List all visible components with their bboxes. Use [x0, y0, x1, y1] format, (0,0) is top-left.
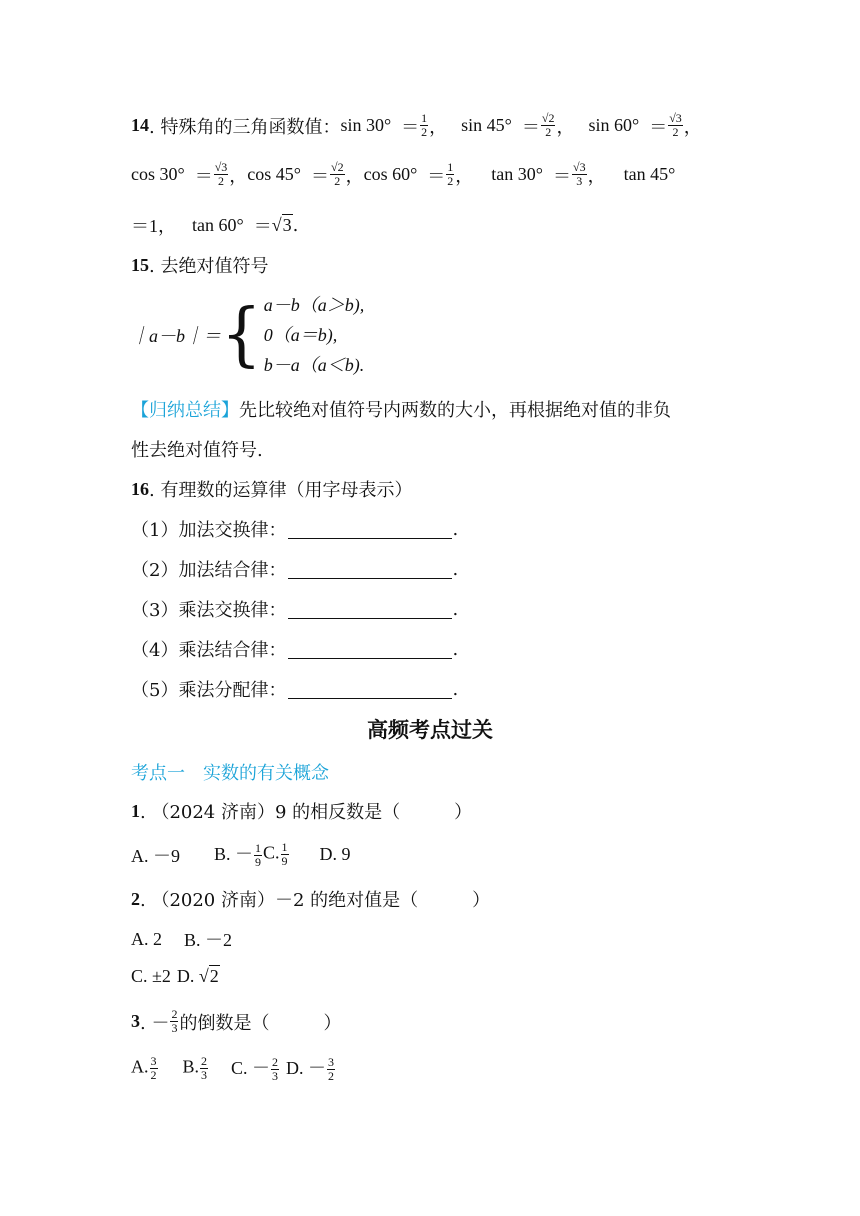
answer-blank[interactable]: [288, 560, 452, 579]
tan60-value: √3: [271, 214, 292, 235]
tan60-equals: ＝: [253, 216, 272, 237]
item14-line3: [131, 212, 298, 238]
case-2: 0（a＝b),: [263, 325, 338, 345]
item14-intro: . 特殊角的三角函数值：: [149, 116, 341, 138]
q1-option-d[interactable]: D. 9: [319, 844, 351, 865]
q1-options: [131, 840, 351, 869]
q3-option-a[interactable]: A. $\frac{3}{2}$: [131, 1054, 157, 1083]
tan45-value: ＝1，: [131, 216, 176, 236]
section-title: 高频考点过关: [367, 718, 493, 742]
answer-blank[interactable]: [288, 640, 452, 659]
law-row: （3）乘法交换律： .: [131, 596, 458, 622]
sin45-value: $\frac{√2}{2}$: [541, 111, 555, 139]
tan60-period: .: [292, 214, 299, 236]
tan30-label: tan 30°: [491, 164, 543, 184]
q2-options-row1: [131, 926, 232, 952]
law-label: （5）乘法分配律：: [131, 680, 287, 701]
sin60-label: sin 60°: [588, 115, 640, 135]
q3-number: 3: [131, 1011, 140, 1031]
cases-column: [264, 290, 365, 380]
item16-number: 16: [131, 478, 149, 499]
law-row: （1）加法交换律： .: [131, 516, 458, 542]
q3-option-d[interactable]: D. － $\frac{3}{2}$: [286, 1055, 335, 1084]
q2-option-d[interactable]: D. √2: [176, 966, 219, 986]
tan60-label: tan 60°: [192, 214, 244, 235]
answer-blank[interactable]: [288, 520, 452, 539]
q1-option-a[interactable]: A. －9: [131, 845, 180, 866]
item15-number: 15: [131, 254, 149, 275]
item16-title: . 有理数的运算律（用字母表示）: [149, 480, 413, 501]
sin30-label: sin 30°: [340, 115, 392, 135]
q1-number: 1: [131, 800, 140, 821]
q2-options-row2: [131, 966, 220, 987]
cos45-value: $\frac{√2}{2}$: [331, 160, 344, 188]
cos30-value: $\frac{√3}{2}$: [214, 160, 228, 188]
item14-number: 14: [131, 115, 149, 135]
q1-stem: [131, 798, 472, 824]
item15-title-line: [131, 252, 268, 278]
law-label: （3）乘法交换律：: [131, 600, 287, 621]
item14-line1: 14 . 特殊角的三角函数值： sin 30° ＝ $\frac{1}{2}$ ， sin 45° ＝ $\frac{√2}{2}$ ， sin 60° ＝ $\frac{√3}{2}$ ，: [131, 111, 702, 139]
q2-option-c[interactable]: C. ±2: [131, 966, 171, 986]
q3-option-b[interactable]: B. $\frac{2}{3}$: [182, 1054, 208, 1083]
q1-option-c[interactable]: C. $\frac{1}{9}$: [263, 840, 288, 869]
cos60-label: cos 60°: [363, 164, 418, 184]
sin60-value: $\frac{√3}{2}$: [669, 111, 682, 139]
summary-tag: 【归纳总结】: [131, 400, 239, 421]
item15-title: . 去绝对值符号: [149, 256, 269, 277]
item14-line2: cos 30° ＝ $\frac{√3}{2}$ ， cos 45° ＝ $\frac{√2}{2}$ ， cos 60° ＝ $\frac{1}{2}$ ， tan 30° ＝ $\frac{√3}{3}$ ， tan 45°: [131, 160, 676, 188]
left-brace: {: [221, 295, 262, 375]
sin45-label: sin 45°: [461, 115, 512, 135]
cos60-value: $\frac{1}{2}$: [447, 160, 454, 188]
sin30-value: $\frac{1}{2}$: [421, 111, 428, 139]
summary-line1: [131, 396, 671, 422]
q3-stem-prefix: . －: [140, 1012, 170, 1034]
q3-fraction: $\frac{2}{3}$: [171, 1007, 178, 1035]
law-label: （4）乘法结合律：: [131, 640, 287, 661]
answer-blank[interactable]: [288, 680, 452, 699]
law-label: （1）加法交换律：: [131, 520, 287, 541]
summary-text-2: 性去绝对值符号.: [131, 440, 263, 461]
law-row: （5）乘法分配律： .: [131, 676, 458, 702]
answer-blank[interactable]: [288, 600, 452, 619]
cos45-label: cos 45°: [247, 164, 301, 184]
q3-text: 的倒数是（ ）: [179, 1012, 342, 1034]
law-row: （4）乘法结合律： .: [131, 636, 458, 662]
q1-option-b[interactable]: B. － $\frac{1}{9}$: [214, 841, 262, 870]
q1-text: . （2024 济南）9 的相反数是（ ）: [140, 802, 473, 823]
summary-text-1: 先比较绝对值符号内两数的大小，再根据绝对值的非负: [239, 400, 671, 421]
q2-option-a[interactable]: A. 2: [131, 928, 162, 949]
case-3: b－a（a＜b).: [263, 355, 365, 375]
abs-value-cases: [131, 290, 364, 380]
q3-option-c[interactable]: C. － $\frac{2}{3}$: [231, 1055, 279, 1084]
topic-heading: 考点一 实数的有关概念: [131, 763, 329, 784]
q2-stem: [131, 886, 490, 912]
q2-number: 2: [131, 888, 140, 909]
q3-options: [131, 1054, 336, 1083]
q3-stem: [131, 1008, 341, 1035]
summary-line2: [131, 436, 263, 462]
law-row: （2）加法结合律： .: [131, 556, 458, 582]
cos30-label: cos 30°: [131, 164, 185, 184]
case-1: a－b（a＞b),: [263, 295, 365, 315]
abs-lhs: ｜a－b｜＝: [131, 326, 221, 346]
law-label: （2）加法结合律：: [131, 560, 287, 581]
tan30-value: $\frac{√3}{3}$: [573, 160, 586, 188]
tan45-label: tan 45°: [623, 164, 676, 184]
q2-text: . （2020 济南）－2 的绝对值是（ ）: [140, 890, 491, 911]
item16-title-line: [131, 476, 412, 502]
q2-option-b[interactable]: B. －2: [184, 930, 233, 950]
